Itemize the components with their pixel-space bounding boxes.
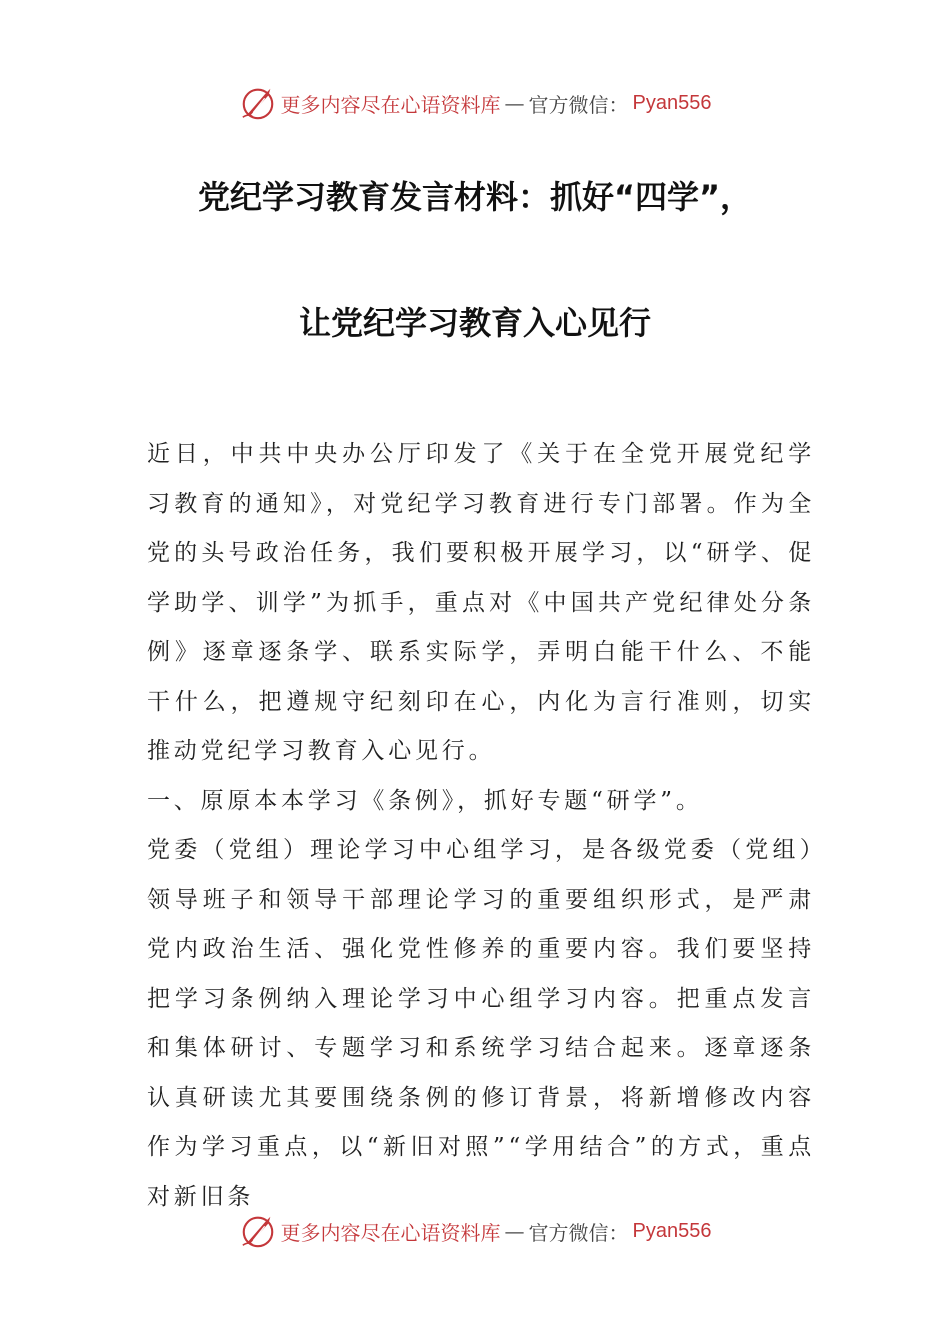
watermark-site-text: 更多内容尽在心语资料库 — [280, 92, 501, 117]
watermark-wechat-label: 官方微信： — [528, 92, 629, 117]
body-paragraph-intro: 近日，中共中央办公厅印发了《关于在全党开展党纪学习教育的通知》，对党纪学习教育进行专门部署。作为全党的头号政治任务，我们要积极开展学习，以“研学、促学助学、训学”为抓手，重点对《中国共产党纪律处分条例》逐章逐条学、联系实际学，弄明白能干什么、不能干什么，把遵规守纪刻印在心，内化为言行准则，切实推动党纪学习教育入心见行。 — [147, 441, 815, 764]
document-title-line-1: 党纪学习教育发言材料：抓好“四学”， — [197, 178, 753, 216]
section-heading-1: 一、原原本本学习《条例》，抓好专题“研学”。 — [147, 787, 703, 814]
quill-pen-logo-icon — [239, 1212, 277, 1250]
watermark-separator: — — [504, 91, 525, 115]
header-watermark — [0, 84, 950, 122]
document-title-line-2: 让党纪学习教育入心见行 — [298, 304, 651, 342]
watermark-site-text: 更多内容尽在心语资料库 — [280, 1220, 501, 1245]
watermark-wechat-label: 官方微信： — [528, 1220, 629, 1245]
watermark-wechat-id: Pyan556 — [632, 91, 712, 114]
watermark-separator: — — [504, 1219, 525, 1243]
document-body — [147, 430, 815, 1222]
body-paragraph-section-1: 党委（党组）理论学习中心组学习，是各级党委（党组）领导班子和领导干部理论学习的重要组织形式，是严肃党内政治生活、强化党性修养的重要内容。我们要坚持把学习条例纳入理论学习中心组学习内容。把重点发言和集体研讨、专题学习和系统学习结合起来。逐章逐条认真研读尤其要围绕条例的修订背景，将新增修改内容作为学习重点，以“新旧对照”“学用结合”的方式，重点对新旧条 — [147, 837, 815, 1210]
quill-pen-logo-icon — [239, 84, 277, 122]
footer-watermark — [0, 1212, 950, 1250]
watermark-wechat-id: Pyan556 — [632, 1219, 712, 1242]
